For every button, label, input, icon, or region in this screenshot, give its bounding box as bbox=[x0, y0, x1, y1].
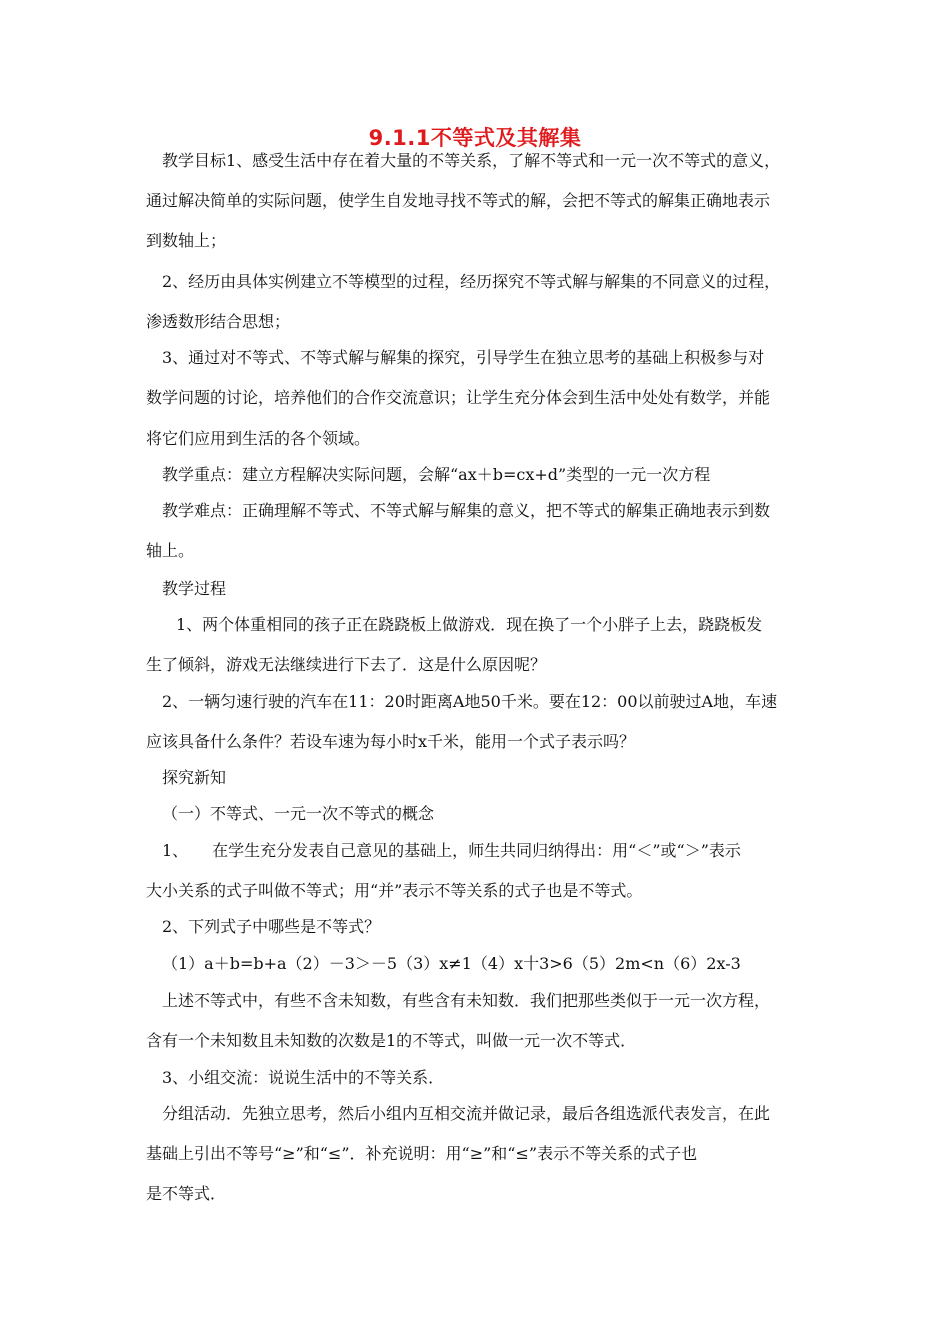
text-line: 2、经历由具体实例建立不等模型的过程，经历探究不等式解与解集的不同意义的过程， bbox=[162, 272, 781, 291]
text-line: 通过解决简单的实际问题，使学生自发地寻找不等式的解，会把不等式的解集正确地表示 bbox=[146, 191, 771, 210]
text-line: 生了倾斜，游戏无法继续进行下去了．这是什么原因呢？ bbox=[146, 655, 547, 674]
text-line: 3、通过对不等式、不等式解与解集的探究，引导学生在独立思考的基础上积极参与对 bbox=[162, 348, 765, 367]
text-line: 渗透数形结合思想； bbox=[146, 312, 291, 331]
text-line: 大小关系的式子叫做不等式；用“并”表示不等关系的式子也是不等式。 bbox=[146, 881, 643, 900]
text-line: 1、 在学生充分发表自己意见的基础上，师生共同归纳得出：用“＜”或“＞”表示 bbox=[162, 841, 741, 860]
text-line: 将它们应用到生活的各个领域。 bbox=[146, 429, 371, 448]
text-line: 教学重点：建立方程解决实际问题，会解“ax＋b=cx+d”类型的一元一次方程 bbox=[162, 465, 711, 484]
text-line: 2、下列式子中哪些是不等式？ bbox=[162, 917, 381, 936]
section-heading: 教学过程 bbox=[162, 579, 227, 598]
text-line: 是不等式． bbox=[146, 1184, 227, 1203]
text-line: 基础上引出不等号“≥”和“≤”．补充说明：用“≥”和“≤”表示不等关系的式子也 bbox=[146, 1144, 698, 1163]
text-line: 3、小组交流：说说生活中的不等关系． bbox=[162, 1068, 445, 1087]
text-line: 分组活动．先独立思考，然后小组内互相交流并做记录，最后各组选派代表发言，在此 bbox=[162, 1104, 771, 1123]
text-line: 教学目标1、感受生活中存在着大量的不等关系，了解不等式和一元一次不等式的意义， bbox=[162, 151, 781, 170]
text-line: 轴上。 bbox=[146, 541, 195, 560]
section-heading: 探究新知 bbox=[162, 768, 227, 787]
text-line: （1）a＋b=b+a（2）－3＞－5（3）x≠1（4）x十3>6（5）2m<n（6）2x-3 bbox=[162, 954, 741, 973]
text-line: 上述不等式中，有些不含未知数，有些含有未知数．我们把那些类似于一元一次方程， bbox=[162, 991, 771, 1010]
text-line: 1、两个体重相同的孩子正在跷跷板上做游戏．现在换了一个小胖子上去，跷跷板发 bbox=[176, 615, 763, 634]
subsection-heading: （一）不等式、一元一次不等式的概念 bbox=[162, 804, 435, 823]
text-line: 到数轴上； bbox=[146, 231, 227, 250]
text-line: 教学难点：正确理解不等式、不等式解与解集的意义，把不等式的解集正确地表示到数 bbox=[162, 501, 771, 520]
text-line: 数学问题的讨论，培养他们的合作交流意识；让学生充分体会到生活中处处有数学，并能 bbox=[146, 388, 771, 407]
text-line: 应该具备什么条件？若设车速为每小时x千米，能用一个式子表示吗？ bbox=[146, 732, 636, 751]
text-line: 2、一辆匀速行驶的汽车在11：20时距离A地50千米。要在12：00以前驶过A地，车速 bbox=[162, 692, 778, 711]
document-title: 9.1.1不等式及其解集 bbox=[368, 126, 582, 150]
text-line: 含有一个未知数且未知数的次数是1的不等式，叫做一元一次不等式． bbox=[146, 1031, 637, 1050]
